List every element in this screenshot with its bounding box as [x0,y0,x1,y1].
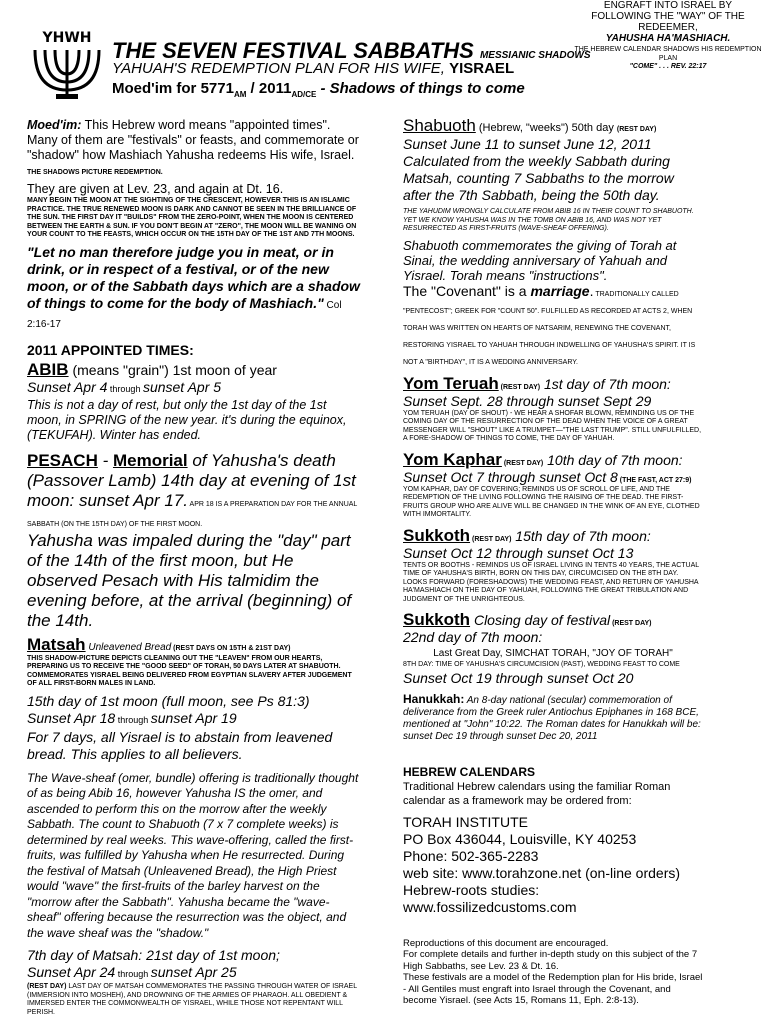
moed-note: THE SHADOWS PICTURE REDEMPTION. [27,169,163,176]
cov-a: The "Covenant" is a [403,282,531,299]
shabuoth-rest: (REST DAY) [616,126,657,133]
calendars-desc: Traditional Hebrew calendars using the familiar Roman calendar as a framework may be ordered from: [403,780,671,807]
footer-line-2: For complete details and further in-depth study on this subject of the 7 High Sabbaths, see Lev. 23 & Dt. 16. [403,949,698,972]
pesach-desc: of Yahusha's death (Passover Lamb) 14th day at evening of 1st moon: sunset Apr 17. [27,450,356,510]
cov-b: marriage [530,282,590,299]
day7-through: through [115,969,151,979]
shabuoth-dates: Sunset June 11 to sunset June 12, 2011 [403,136,652,152]
kaphar-fast: (THE FAST, ACT 27:9) [617,476,692,484]
sukkoth2-name: Sukkoth [403,610,471,629]
moed-b: / 2011 [246,80,292,97]
matsah-date-a: Sunset Apr 18 [27,709,116,726]
matsah-7days: For 7 days, all Yisrael is to abstain from leavened bread. This applies to all believers. [27,728,333,762]
title-main: THE SEVEN FESTIVAL SABBATHS [112,38,474,63]
abib-note: This is not a day of rest, but only the 1st day of the 1st moon, in SPRING of the new year. it's during the equinox, (TEKUFAH). Winter has ended. [27,397,347,442]
col-quote-text: "Let no man therefore judge you in meat, or in drink, or in respect of a festival, or of the new moon, or of the Sabbath days which are a shadow of things to come for the body of Mashiach." [27,243,360,311]
sukkoth2-last: Last Great Day, SIMCHAT TORAH, "JOY OF TORAH" [433,648,673,659]
given-text: They are given at Lev. 23, and again at Dt. 16. [27,182,284,196]
abib-date-b: sunset Apr 5 [142,378,222,395]
sukkoth2-dates: Sunset Oct 19 through sunset Oct 20 [403,669,634,686]
engraft-box [573,0,763,72]
title-tag: MESSIANIC SHADOWS [479,50,591,61]
moed-c: - Shadows of things to come [316,80,525,97]
pesach-dash: - [97,450,113,470]
crescent-note: MANY BEGIN THE MOON AT THE SIGHTING OF THE CRESCENT, HOWEVER THIS IS AN ISLAMIC PRACTICE. THE TRUE RENEWED MOON IS DARK AND CANNOT BE SEEN IN THE BRILLIANCE OF THE SUN. THE FIRST DAY IT "BUILDS" FROM THE ZERO-POINT, WHEN THE MOON IS CENTERED BETWEEN THE EARTH & SUN. IF YOU DON'T BEGIN AT "ZERO", THE MOON WILL BE WANING ON YOUR COUNT TO THE FEASTS, WHICH OCCUR ON THE 15TH DAY OF THE 1ST AND 7TH MOONS. [27,197,357,238]
sukkoth-name: Sukkoth [403,525,471,545]
matsah-through: through [115,714,151,725]
day7-note-text: LAST DAY OF MATSAH COMMEMORATES THE PASSING THROUGH WATER OF ISRAEL (IMMERSION INTO MOSHEH), AND DROWNING OF THE ARMIES OF PHARAOH. ALL OBEDIENT & IMMERSED ENTER THE COMMONWEALTH OF YISRAEL, WHILE THOSE NOT REPENTANT WILL PERISH. [27,983,357,1016]
footer-line-1: Reproductions of this document are encouraged. [403,937,609,949]
appointed-heading: 2011 APPOINTED TIMES: [27,341,194,358]
org-address: PO Box 436044, Louisville, KY 40253 [403,830,637,847]
sukkoth2-desc: Closing day of festival [470,612,611,628]
matsah-line [27,634,362,655]
box-line-3: THE HEBREW CALENDAR SHADOWS HIS REDEMPTION PLAN [574,46,762,62]
menorah-icon [28,28,106,102]
kaphar-note: YOM KAPHAR, DAY OF COVERING; REMINDS US OF SCROLL OF LIFE, AND THE REDEMPTION OF THE LIVING FOLLOWING THE RAISING OF THE DEAD. THE FIRST-FRUITS GROUP WHO ARE ALIVE WILL BE CHANGED IN THE WINK OF AN EYE, CLOTHED WITH IMMORTALITY. [403,485,700,518]
sukkoth-rest: (REST DAY) [470,535,512,543]
shabuoth-calc: Calculated from the weekly Sabbath during Matsah, counting 7 Sabbaths to the morrow after the 7th Sabbath, being the 50th day. [403,153,674,203]
moed-am: AM [233,90,247,99]
moed-term: Moed'im: [27,118,82,132]
kaphar-dates-text: Sunset Oct 7 through sunset Oct 8 [403,468,618,485]
matsah-dates [27,710,362,729]
teruah-rest: (REST DAY) [498,383,541,391]
day7-note [27,983,362,1017]
matsah-rest: (REST DAYS ON 15TH & 21ST DAY) [171,644,291,652]
day7-rest: (REST DAY) [27,983,67,990]
sukkoth-dates: Sunset Oct 12 through sunset Oct 13 [403,544,634,561]
matsah-shadow: THIS SHADOW-PICTURE DEPICTS CLEANING OUT THE "LEAVEN" FROM OUR HEARTS, PREPARING US TO RECEIVE THE "GOOD SEED" OF TORAH, 50 DAYS LATER AT SHABUOTH. COMMEMORATES YISRAEL BEING DELIVERED FROM EGYPTIAN SLAVERY AFTER JUDGEMENT OF ALL FIRST-BORN MALES IN LAND. [27,654,352,687]
teruah-note: YOM TERUAH (DAY OF SHOUT) - WE HEAR A SHOFAR BLOWN, REMINDING US OF THE COMING DAY OF THE RESURRECTION OF THE DEAD WHEN THE VOICE OF A GREAT MESSENGER WILL "SHOUT" LIKE A TRUMPET—"THE LAST TRUMP". STILL UNFULFILLED, A FORE-SHADOW OF THINGS TO COME, THE DAY OF YAHUAH. [403,409,702,442]
teruah-dates: Sunset Sept. 28 through sunset Sept 29 [403,392,652,409]
kaphar-line [403,449,703,469]
teruah-desc: 1st day of 7th moon: [540,375,671,392]
pesach-impaled: Yahusha was impaled during the "day" part of the 14th of the first moon, but He observed Pesach with His talmidim the evening before, at the arrival (beginning) of the 14th. [27,530,352,630]
abib-through: through [107,383,143,394]
day7-date-b: sunset Apr 25 [150,964,237,980]
teruah-line [403,373,703,393]
hanukkah-name: Hanukkah: [403,691,465,706]
sukkoth-desc: 15th day of 7th moon: [511,527,651,544]
abib-line [27,359,362,379]
pesach-line [27,451,362,531]
col-ref: Col 2:16-17 [27,299,342,330]
shabuoth-note: THE YAHUDIM WRONGLY CALCULATE FROM ABIB 16 IN THEIR COUNT TO SHABUOTH. YET WE KNOW YAHUSHA WAS IN THE TOMB ON ABIB 16, AND WAS NOT YET RESURRECTED AS FIRST-FRUITS (WAVE-SHEAF OFFERING). [403,208,694,232]
wave-paragraph: The Wave-sheaf (omer, bundle) offering is traditionally thought of as being Abib 16, however Yahusha IS the omer, and ascended to perform this on the morrow after the weekly Sabbath. The count to Shabuoth (7 x 7 complete weeks) is determined by real weeks. This wave-offering, called the first-fruits, was fulfilled by Yahusha when He resurrected. During the festival of Matsah (Unleavened Bread), the High Priest would "wave" the first-fruits of the barley harvest on the "morrow after the Sabbath". Yahusha became the "wave-sheaf" offering because the resurrection was the object, and the wave sheaf was the "shadow." [27,770,359,940]
right-column [403,118,703,1007]
shabuoth-desc: (Hebrew, "weeks") 50th day [475,122,617,134]
moed-adce: AD/CE [291,90,317,99]
sukkoth-note: TENTS OR BOOTHS - REMINDS US OF ISRAEL LIVING IN TENTS 40 YEARS, THE ACTUAL TIME OF YAHUSHA'S BIRTH, BORN ON THIS DAY, CIRCUMCISED ON THE 8TH DAY. LOOKS FORWARD (FORESHADOWS) THE WEDDING FEAST, AND RETURN OF YAHUSHA HA'MASHIACH ON THE DAY OF YAHUAH, FOLLOWING THE GREAT TRIBULATION AND JUDGMENT OF THE UNRIGHTEOUS. [403,561,699,603]
shabuoth-comm: Shabuoth commemorates the giving of Torah at Sinai, the wedding anniversary of Yahuah and Yisrael. Torah means "instructions". [403,237,677,283]
hanukkah-desc: An 8-day national (secular) commemoration of deliverance from the Greek ruler Antiochus Epiphanes in 168 BCE, mentioned at "John" 10:22. The Roman dates for Hanukkah will be: sunset Dec 19 through sunset Dec 20, 2011 [403,694,701,742]
footer-line-3: These festivals are a model of the Redemption plan for His bride, Israel - All Gentiles must engraft into Israel through the Covenant, and become Yisrael. (see Acts 15, Romans 11, Eph. 2:8-13). [403,972,703,1006]
sukkoth2-rest: (REST DAY) [610,620,652,627]
hanukkah-para [403,693,703,743]
box-line-1: ENGRAFT INTO ISRAEL BY FOLLOWING THE "WAY" OF THE REDEEMER, [591,0,745,33]
cov-c: . [589,282,594,299]
subtitle-a: YAHUAH'S REDEMPTION PLAN FOR HIS WIFE, [112,60,445,77]
box-line-2: YAHUSHA HA'MASHIACH. [605,33,731,44]
day7-dates [27,964,362,983]
sukkoth2-day: 22nd day of 7th moon: [403,629,543,645]
shabuoth-line [403,118,703,136]
cov-note: TRADITIONALLY CALLED "PENTECOST"; GREEK FOR "COUNT 50". FULFILLED AS RECORDED AT ACTS 2, WHEN TORAH WAS WRITTEN ON HEARTS OF NATSARIM, RENEWING THE COVENANT, RESTORING YISRAEL TO YAHUAH THROUGH INDWELLING OF YAHUSHA'S SPIRIT. IT IS NOT A "BIRTHDAY", IT IS A WEDDING ANNIVERSARY. [403,290,696,366]
kaphar-desc: 10th day of 7th moon: [543,451,683,468]
org-phone: Phone: 502-365-2283 [403,847,539,864]
day7-line: 7th day of Matsah: 21st day of 1st moon; [27,947,280,963]
subtitle-b: YISRAEL [449,60,515,77]
pesach-name: PESACH [27,450,98,470]
roots-url[interactable]: www.fossilizedcustoms.com [403,898,577,915]
abib-dates [27,379,362,398]
page-subtitle [112,60,514,77]
kaphar-rest: (REST DAY) [501,459,544,467]
sukkoth2-line [403,612,703,629]
org-name: TORAH INSTITUTE [403,813,528,830]
moed-def: This Hebrew word means "appointed times". Many of them are "festivals" or feasts, and commemorate or "shadow" how Mashiach Yahusha redeems His wife, Israel. [27,118,359,162]
moed-line [112,80,525,99]
logo-text: YHWH [42,30,92,46]
moed-a: Moed'im for 5771 [112,80,234,97]
matsah-name: Matsah [27,634,86,654]
matsah-date-b: sunset Apr 19 [150,709,237,726]
left-column [27,118,362,1017]
menorah-logo [28,28,106,102]
abib-desc: (means "grain") 1st moon of year [68,361,277,378]
pesach-memorial: Memorial [112,450,188,470]
shabuoth-covenant [403,283,703,368]
pesach-prep: APR 18 IS A PREPARATION DAY FOR THE ANNUAL SABBATH (ON THE 15TH DAY) OF THE FIRST MOON. [27,500,358,528]
kaphar-dates [403,469,703,486]
day7-date-a: Sunset Apr 24 [27,964,116,980]
matsah-sub: Unleavened Bread [85,641,172,653]
col-quote [27,244,362,333]
shabuoth-name: Shabuoth [403,116,476,135]
roots-label: Hebrew-roots studies: [403,881,540,898]
kaphar-name: Yom Kaphar [403,449,502,469]
teruah-name: Yom Teruah [403,373,499,393]
calendars-heading: HEBREW CALENDARS [403,764,535,779]
abib-name: ABIB [27,359,69,379]
box-line-4: "COME" . . . REV. 22:17 [629,63,707,70]
matsah-15: 15th day of 1st moon (full moon, see Ps 81:3) [27,692,310,709]
moed-paragraph [27,118,362,178]
org-web[interactable]: web site: www.torahzone.net (on-line orders) [403,864,681,881]
sukkoth-line [403,525,703,545]
abib-date-a: Sunset Apr 4 [27,378,108,395]
sukkoth2-note: 8TH DAY: TIME OF YAHUSHA'S CIRCUMCISION (PAST), WEDDING FEAST TO COME [403,661,680,668]
